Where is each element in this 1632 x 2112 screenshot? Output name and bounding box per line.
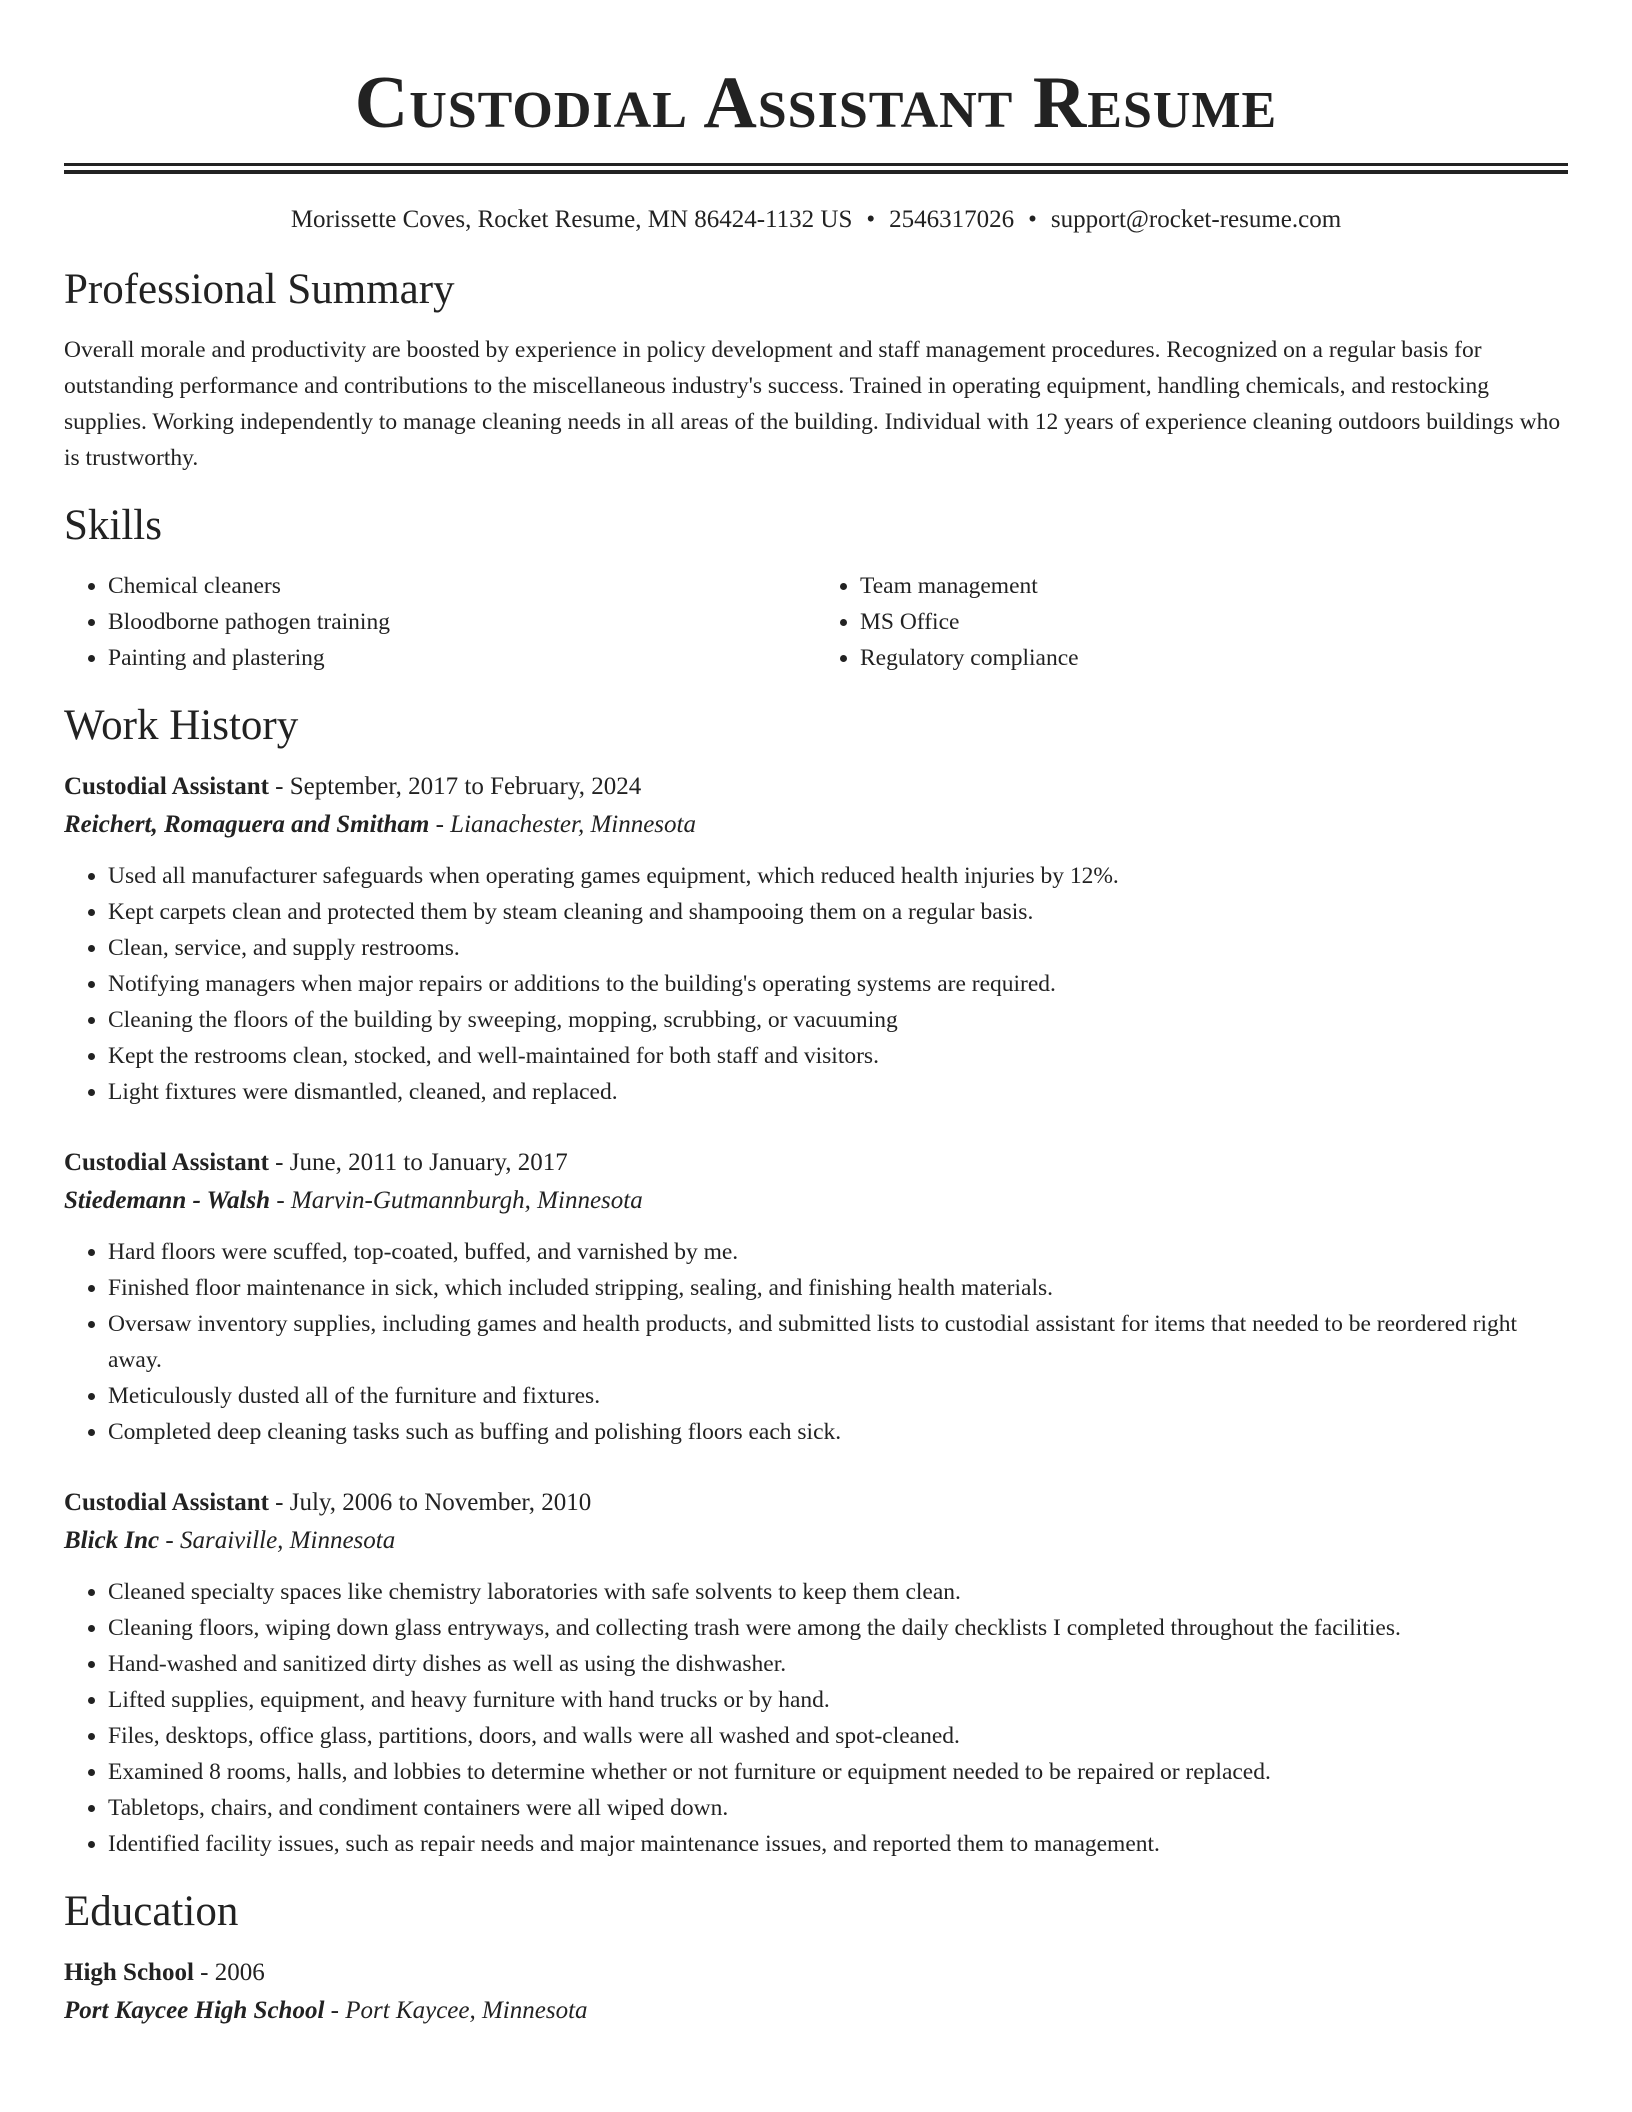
summary-heading: Professional Summary xyxy=(64,266,455,313)
contact-phone: 2546317026 xyxy=(889,206,1015,233)
company-location: - Lianachester, Minnesota xyxy=(429,811,696,838)
job-dates: - September, 2017 to February, 2024 xyxy=(268,773,642,800)
education-heading: Education xyxy=(64,1888,239,1935)
company-location: - Marvin-Gutmannburgh, Minnesota xyxy=(270,1187,643,1214)
resume-title: Custodial Assistant Resume xyxy=(354,62,1278,144)
job-dates: - June, 2011 to January, 2017 xyxy=(268,1149,568,1176)
graduation-year: - 2006 xyxy=(193,1959,265,1986)
company-line xyxy=(64,806,1568,844)
skill-item: • Team management xyxy=(860,568,1568,604)
job-duties xyxy=(64,858,1568,1110)
job-title-line xyxy=(64,1484,1568,1522)
job-entry xyxy=(64,1484,1568,1862)
company-name: Blick Inc xyxy=(64,1527,160,1554)
contact-address: Morissette Coves, Rocket Resume, MN 86424-1132 US xyxy=(290,206,853,233)
company-name: Reichert, Romaguera and Smitham xyxy=(64,811,430,838)
work-history-heading: Work History xyxy=(64,702,299,749)
school-name: Port Kaycee High School xyxy=(64,1997,325,2024)
job-title: Custodial Assistant xyxy=(64,1149,269,1176)
skills-column-left xyxy=(64,568,816,676)
company-line xyxy=(64,1182,1568,1220)
education-entry xyxy=(64,1954,1568,2030)
job-title: Custodial Assistant xyxy=(64,1489,269,1516)
title-double-rule xyxy=(64,163,1568,174)
job-entry xyxy=(64,1144,1568,1450)
duty-item: • Tabletops, chairs, and condiment containers were all wiped down. xyxy=(108,1790,1568,1826)
company-location: - Saraiville, Minnesota xyxy=(159,1527,396,1554)
duty-item: • Kept carpets clean and protected them by steam cleaning and shampooing them on a regular basis. xyxy=(108,894,1568,930)
skill-item: • Chemical cleaners xyxy=(108,568,816,604)
job-entry xyxy=(64,768,1568,1110)
job-duties xyxy=(64,1574,1568,1862)
duty-item: • Cleaning the floors of the building by sweeping, mopping, scrubbing, or vacuuming xyxy=(108,1002,1568,1038)
duty-item: • Identified facility issues, such as repair needs and major maintenance issues, and reported them to management. xyxy=(108,1826,1568,1862)
company-name: Stiedemann - Walsh xyxy=(64,1187,271,1214)
job-duties xyxy=(64,1234,1568,1450)
duty-item: • Hand-washed and sanitized dirty dishes as well as using the dishwasher. xyxy=(108,1646,1568,1682)
duty-item: • Used all manufacturer safeguards when operating games equipment, which reduced health injuries by 12%. xyxy=(108,858,1568,894)
summary-text: Overall morale and productivity are boosted by experience in policy development and staff management procedures. Recognized on a regular basis for outstanding performance and contributions to the miscellaneous industry's success. Trained in operating equipment, handling chemicals, and restocking supplies. Working independently to manage cleaning needs in all areas of the building. Individual with 12 years of experience cleaning outdoors buildings who is trustworthy. xyxy=(64,337,1561,471)
duty-item: • Finished floor maintenance in sick, which included stripping, sealing, and finishing health materials. xyxy=(108,1270,1568,1306)
duty-item: • Hard floors were scuffed, top-coated, buffed, and varnished by me. xyxy=(108,1234,1568,1270)
job-dates: - July, 2006 to November, 2010 xyxy=(268,1489,592,1516)
skill-item: • Bloodborne pathogen training xyxy=(108,604,816,640)
skill-item: • MS Office xyxy=(860,604,1568,640)
school-location: - Port Kaycee, Minnesota xyxy=(324,1997,588,2024)
duty-item: • Notifying managers when major repairs or additions to the building's operating systems are required. xyxy=(108,966,1568,1002)
company-line xyxy=(64,1522,1568,1560)
duty-item: • Files, desktops, office glass, partitions, doors, and walls were all washed and spot-cleaned. xyxy=(108,1718,1568,1754)
contact-line xyxy=(64,204,1568,236)
job-title-line xyxy=(64,1144,1568,1182)
contact-email: support@rocket-resume.com xyxy=(1050,206,1342,233)
duty-item: • Examined 8 rooms, halls, and lobbies to determine whether or not furniture or equipment needed to be repaired or replaced. xyxy=(108,1754,1568,1790)
duty-item: • Cleaned specialty spaces like chemistry laboratories with safe solvents to keep them clean. xyxy=(108,1574,1568,1610)
job-title-line xyxy=(64,768,1568,806)
duty-item: • Lifted supplies, equipment, and heavy furniture with hand trucks or by hand. xyxy=(108,1682,1568,1718)
duty-item: • Clean, service, and supply restrooms. xyxy=(108,930,1568,966)
school-line xyxy=(64,1992,1568,2030)
duty-item: • Kept the restrooms clean, stocked, and well-maintained for both staff and visitors. xyxy=(108,1038,1568,1074)
duty-item: • Light fixtures were dismantled, cleaned, and replaced. xyxy=(108,1074,1568,1110)
job-title: Custodial Assistant xyxy=(64,773,269,800)
skill-item: • Regulatory compliance xyxy=(860,640,1568,676)
duty-item: • Oversaw inventory supplies, including games and health products, and submitted lists to custodial assistant for items that needed to be reordered right away. xyxy=(108,1306,1568,1378)
skill-item: • Painting and plastering xyxy=(108,640,816,676)
degree-line xyxy=(64,1954,1568,1992)
skills-heading: Skills xyxy=(64,502,162,549)
contact-separator: • xyxy=(866,206,876,233)
duty-item: • Meticulously dusted all of the furniture and fixtures. xyxy=(108,1378,1568,1414)
degree: High School xyxy=(64,1959,194,1986)
duty-item: • Completed deep cleaning tasks such as buffing and polishing floors each sick. xyxy=(108,1414,1568,1450)
contact-separator: • xyxy=(1028,206,1037,233)
skills-column-right xyxy=(816,568,1568,676)
duty-item: • Cleaning floors, wiping down glass entryways, and collecting trash were among the daily checklists I completed throughout the facilities. xyxy=(108,1610,1568,1646)
skills-list xyxy=(64,568,1568,676)
